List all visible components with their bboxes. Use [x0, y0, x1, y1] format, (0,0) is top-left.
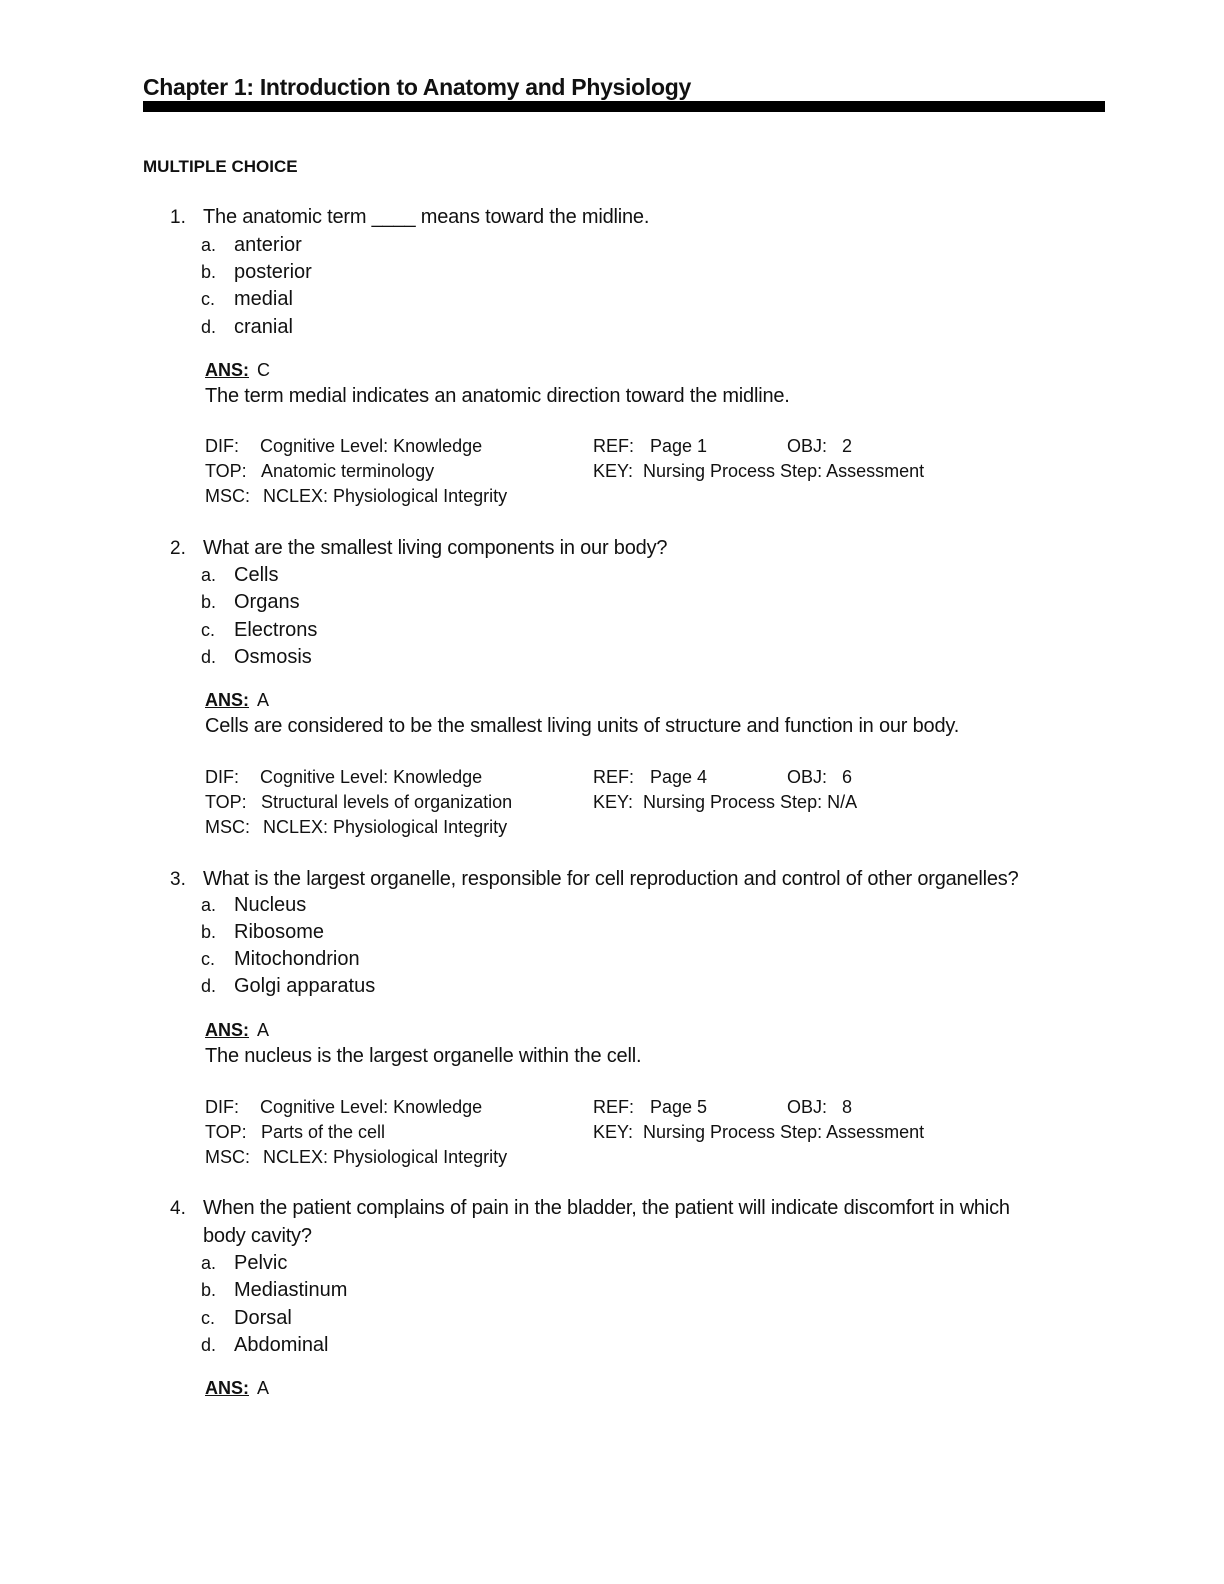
question-stem: What are the smallest living components in our body? — [203, 537, 668, 559]
answer-value: A — [257, 690, 270, 710]
choice-letter: b. — [201, 1280, 217, 1300]
dif-label: DIF: — [205, 1097, 239, 1117]
answer-value: C — [257, 360, 270, 380]
msc-label: MSC: — [205, 486, 250, 506]
key-value: Nursing Process Step: Assessment — [643, 461, 925, 481]
msc-value: NCLEX: Physiological Integrity — [263, 486, 508, 506]
rationale: The term medial indicates an anatomic direction toward the midline. — [205, 385, 790, 407]
dif-value: Cognitive Level: Knowledge — [260, 767, 483, 787]
ref-label: REF: — [593, 767, 635, 787]
answer — [205, 1376, 269, 1400]
section-heading: MULTIPLE CHOICE — [143, 157, 298, 176]
dif-value: Cognitive Level: Knowledge — [260, 436, 483, 456]
choice-text: Dorsal — [234, 1307, 292, 1329]
msc-value: NCLEX: Physiological Integrity — [263, 817, 508, 837]
page-title: Chapter 1: Introduction to Anatomy and Physiology — [143, 74, 691, 100]
choice-text: Golgi apparatus — [234, 975, 376, 997]
msc-label: MSC: — [205, 1147, 250, 1167]
ref-value: Page 1 — [650, 436, 708, 456]
choice-text: Nucleus — [234, 894, 307, 916]
key-label: KEY: — [593, 461, 634, 481]
choice-letter: b. — [201, 592, 217, 612]
choice-letter: a. — [201, 1253, 217, 1273]
key-label: KEY: — [593, 1122, 634, 1142]
top-value: Parts of the cell — [261, 1122, 386, 1142]
top-value: Structural levels of organization — [261, 792, 513, 812]
title-rule — [143, 101, 1105, 112]
question-number: 2. — [170, 538, 186, 559]
key-value: Nursing Process Step: N/A — [643, 792, 858, 812]
answer — [205, 358, 270, 382]
question-number: 1. — [170, 207, 186, 228]
question-stem: What is the largest organelle, responsible for cell reproduction and control of other organelles? — [203, 868, 1019, 890]
choice-letter: c. — [201, 949, 216, 969]
choice-text: Osmosis — [234, 646, 312, 668]
dif-value: Cognitive Level: Knowledge — [260, 1097, 483, 1117]
msc-label: MSC: — [205, 817, 250, 837]
choice-text: medial — [234, 288, 293, 310]
choice-letter: a. — [201, 565, 217, 585]
choice-text: cranial — [234, 316, 293, 338]
answer-label: ANS: — [205, 360, 249, 380]
dif-label: DIF: — [205, 767, 239, 787]
key-label: KEY: — [593, 792, 634, 812]
msc-value: NCLEX: Physiological Integrity — [263, 1147, 508, 1167]
choice-letter: d. — [201, 976, 217, 996]
answer-label: ANS: — [205, 690, 249, 710]
question-stem: When the patient complains of pain in the bladder, the patient will indicate discomfort in which body cavity? — [203, 1197, 1010, 1247]
choice-text: Abdominal — [234, 1334, 329, 1356]
ref-label: REF: — [593, 1097, 635, 1117]
question-number: 3. — [170, 869, 186, 890]
question-number: 4. — [170, 1198, 186, 1219]
answer — [205, 1018, 269, 1042]
choice-letter: a. — [201, 235, 217, 255]
choice-text: Organs — [234, 591, 300, 613]
choice-letter: a. — [201, 895, 217, 915]
choice-letter: c. — [201, 620, 216, 640]
question-metadata — [205, 434, 965, 510]
answer-value: A — [257, 1378, 270, 1398]
obj-value: 6 — [842, 767, 853, 787]
choice-letter: b. — [201, 262, 217, 282]
answer-value: A — [257, 1020, 270, 1040]
question-metadata — [205, 765, 965, 841]
top-label: TOP: — [205, 792, 247, 812]
dif-label: DIF: — [205, 436, 239, 456]
question-metadata — [205, 1095, 965, 1171]
choice-letter: c. — [201, 1308, 216, 1328]
obj-value: 2 — [842, 436, 853, 456]
choice-text: posterior — [234, 261, 312, 283]
choice-letter: d. — [201, 647, 217, 667]
choice-letter: c. — [201, 289, 216, 309]
choice-text: Electrons — [234, 619, 318, 641]
question-stem: The anatomic term ____ means toward the midline. — [203, 206, 650, 228]
rationale: The nucleus is the largest organelle within the cell. — [205, 1045, 642, 1067]
choice-text: Ribosome — [234, 921, 325, 943]
top-value: Anatomic terminology — [261, 461, 435, 481]
choice-text: Mitochondrion — [234, 948, 360, 970]
choice-letter: d. — [201, 1335, 217, 1355]
choice-letter: b. — [201, 922, 217, 942]
obj-label: OBJ: — [787, 436, 828, 456]
ref-label: REF: — [593, 436, 635, 456]
obj-value: 8 — [842, 1097, 853, 1117]
top-label: TOP: — [205, 461, 247, 481]
answer — [205, 688, 269, 712]
rationale: Cells are considered to be the smallest living units of structure and function in our body. — [205, 715, 960, 737]
choice-text: Mediastinum — [234, 1279, 348, 1301]
choice-text: Cells — [234, 564, 279, 586]
choice-text: anterior — [234, 234, 302, 256]
ref-value: Page 4 — [650, 767, 708, 787]
answer-label: ANS: — [205, 1020, 249, 1040]
top-label: TOP: — [205, 1122, 247, 1142]
choice-text: Pelvic — [234, 1252, 288, 1274]
choice-letter: d. — [201, 317, 217, 337]
obj-label: OBJ: — [787, 767, 828, 787]
answer-label: ANS: — [205, 1378, 249, 1398]
ref-value: Page 5 — [650, 1097, 708, 1117]
obj-label: OBJ: — [787, 1097, 828, 1117]
key-value: Nursing Process Step: Assessment — [643, 1122, 925, 1142]
